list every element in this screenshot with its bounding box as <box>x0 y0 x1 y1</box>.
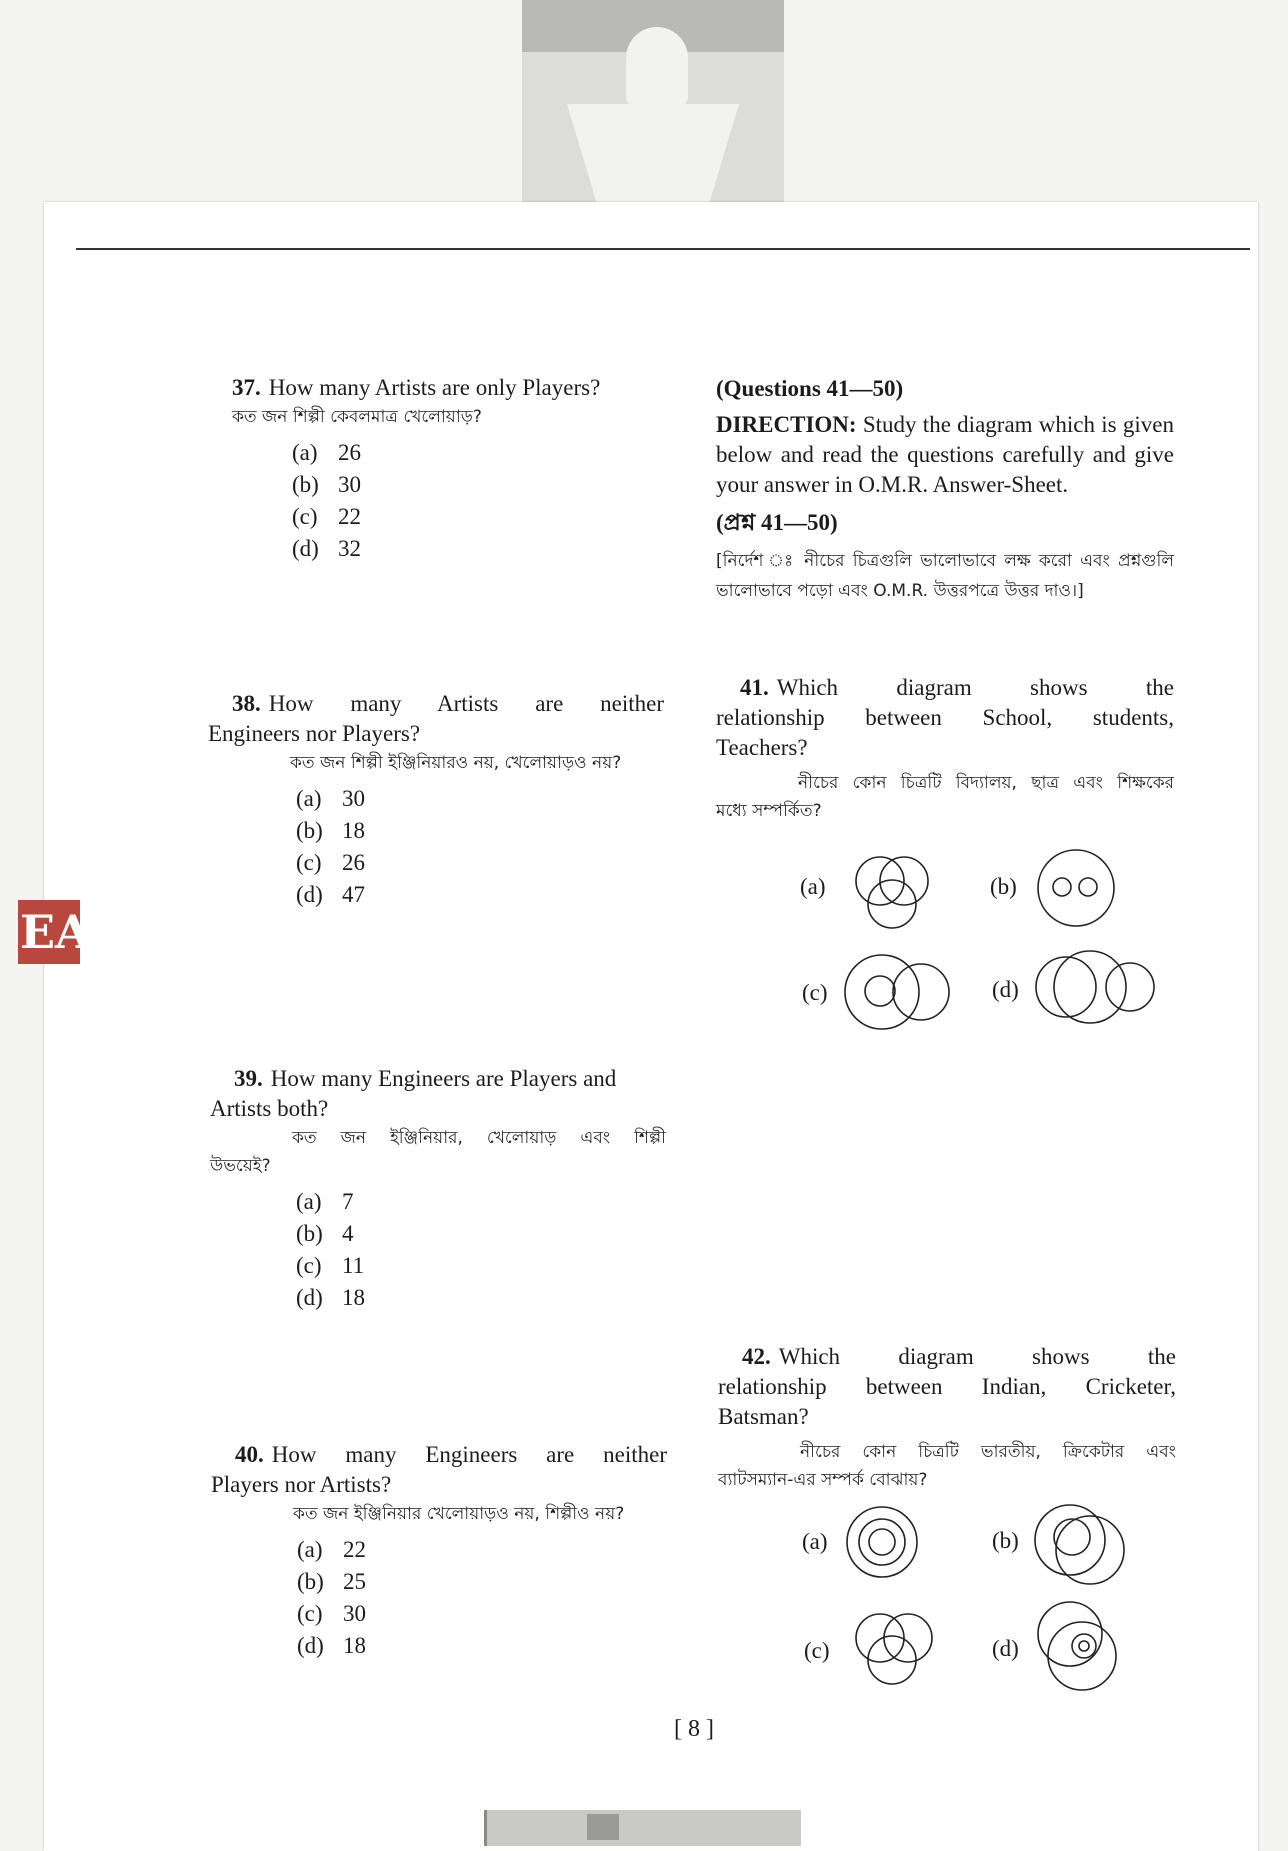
question-38-text-line1: 38. How many Artists are neither <box>232 691 664 716</box>
question-42 <box>718 1342 1176 1494</box>
question-37-text: 37. How many Artists are only Players? <box>232 375 601 400</box>
option-b[interactable]: (b) 4 <box>296 1221 354 1246</box>
q41-option-a-diagram[interactable]: (a) <box>800 848 940 938</box>
venn-three-overlapping-icon <box>800 848 940 938</box>
question-40-text-line1: 40. How many Engineers are neither <box>235 1442 667 1467</box>
question-39-bengali-line2: উভয়েই? <box>210 1156 271 1176</box>
q42-option-b-diagram[interactable]: (b) <box>990 1500 1140 1590</box>
film-icon <box>587 1814 619 1840</box>
side-tab: EA <box>18 900 80 964</box>
venn-nested-three-icon <box>990 1600 1130 1695</box>
question-41 <box>716 673 1174 825</box>
option-b[interactable]: (b) 18 <box>296 818 365 843</box>
question-38-options <box>208 783 664 911</box>
question-39-options <box>210 1186 666 1314</box>
question-41-text-line3: Teachers? <box>716 735 808 760</box>
option-a[interactable]: (a) 22 <box>297 1537 366 1562</box>
venn-three-overlapping-icon <box>802 1600 942 1690</box>
question-40 <box>211 1440 667 1662</box>
question-38-text-line2: Engineers nor Players? <box>208 721 421 746</box>
option-d[interactable]: (d) 47 <box>296 882 365 907</box>
option-d[interactable]: (d) 32 <box>292 536 361 561</box>
question-39-text-line1: 39. How many Engineers are Players and <box>234 1066 617 1091</box>
questions-range-bengali: (প্রশ্ন 41—50) <box>716 510 838 535</box>
option-c[interactable]: (c) 22 <box>292 504 361 529</box>
question-39-text-line2: Artists both? <box>210 1096 329 1121</box>
question-42-text-line1: 42. Which diagram shows the <box>742 1344 1176 1369</box>
q42-option-c-diagram[interactable]: (c) <box>802 1600 942 1690</box>
section-direction <box>716 374 1174 606</box>
direction-bengali: [নির্দেশ ঃ নীচের চিত্রগুলি ভালোভাবে লক্ষ করো এবং প্রশ্নগুলি ভালোভাবে পড়ো এবং O.M.R. উত্তরপত্রে উত্তর দাও।] <box>716 551 1174 601</box>
venn-concentric-icon <box>802 1505 922 1590</box>
bottom-strip <box>484 1810 801 1846</box>
q41-option-c-diagram[interactable]: (c) <box>800 950 960 1040</box>
question-41-bengali-line1: নীচের কোন চিত্রটি বিদ্যালয়, ছাত্র এবং শিক্ষকের <box>798 773 1174 793</box>
direction-text: DIRECTION: Study the diagram which is given below and read the questions carefully and give your answer in O.M.R. Answer-Sheet. <box>716 412 1174 497</box>
question-38 <box>208 689 664 911</box>
question-42-bengali-line2: ব্যাটসম্যান-এর সম্পর্ক বোঝায়? <box>718 1470 928 1490</box>
question-41-text-line1: 41. Which diagram shows the <box>740 675 1174 700</box>
option-d[interactable]: (d) 18 <box>297 1633 366 1658</box>
q41-option-d-diagram[interactable]: (d) <box>990 945 1160 1035</box>
option-c[interactable]: (c) 11 <box>296 1253 365 1278</box>
question-40-text-line2: Players nor Artists? <box>211 1472 392 1497</box>
option-a[interactable]: (a) 26 <box>292 440 361 465</box>
question-39-bengali-line1: কত জন ইঞ্জিনিয়ার, খেলোয়াড় এবং শিল্পী <box>292 1128 666 1148</box>
venn-circle-in-overlap-icon <box>990 1500 1140 1595</box>
question-37-bengali: কত জন শিল্পী কেবলমাত্র খেলোয়াড়? <box>232 407 482 427</box>
header-rule <box>76 248 1250 250</box>
option-c[interactable]: (c) 30 <box>297 1601 366 1626</box>
question-42-text-line2: relationship between Indian, Cricketer, <box>718 1374 1176 1399</box>
question-38-bengali: কত জন শিল্পী ইঞ্জিনিয়ারও নয়, খেলোয়াড়ও নয়? <box>290 753 622 773</box>
q41-option-b-diagram[interactable]: (b) <box>990 848 1120 938</box>
question-37-options <box>232 437 664 565</box>
question-37 <box>232 373 664 565</box>
scanner-top-flap <box>522 0 784 230</box>
questions-range: (Questions 41—50) <box>716 376 904 401</box>
question-40-options <box>211 1534 667 1662</box>
venn-two-inside-one-icon <box>990 848 1120 938</box>
question-42-text-line3: Batsman? <box>718 1404 809 1429</box>
venn-nested-overlap-icon <box>800 950 960 1040</box>
option-d[interactable]: (d) 18 <box>296 1285 365 1310</box>
page-number: [ 8 ] <box>674 1716 714 1742</box>
q42-option-d-diagram[interactable]: (d) <box>990 1600 1130 1695</box>
card-cutout-head <box>626 27 688 107</box>
option-b[interactable]: (b) 30 <box>292 472 361 497</box>
option-c[interactable]: (c) 26 <box>296 850 365 875</box>
question-42-bengali-line1: নীচের কোন চিত্রটি ভারতীয়, ক্রিকেটার এবং <box>800 1442 1176 1462</box>
option-b[interactable]: (b) 25 <box>297 1569 366 1594</box>
question-41-text-line2: relationship between School, students, <box>716 705 1174 730</box>
question-41-bengali-line2: মধ্যে সম্পর্কিত? <box>716 801 822 821</box>
venn-chain-overlap-icon <box>990 945 1160 1040</box>
option-a[interactable]: (a) 7 <box>296 1189 354 1214</box>
question-40-bengali: কত জন ইঞ্জিনিয়ার খেলোয়াড়ও নয়, শিল্পীও নয়? <box>293 1504 625 1524</box>
option-a[interactable]: (a) 30 <box>296 786 365 811</box>
q42-option-a-diagram[interactable]: (a) <box>802 1505 922 1590</box>
question-39 <box>210 1064 666 1314</box>
